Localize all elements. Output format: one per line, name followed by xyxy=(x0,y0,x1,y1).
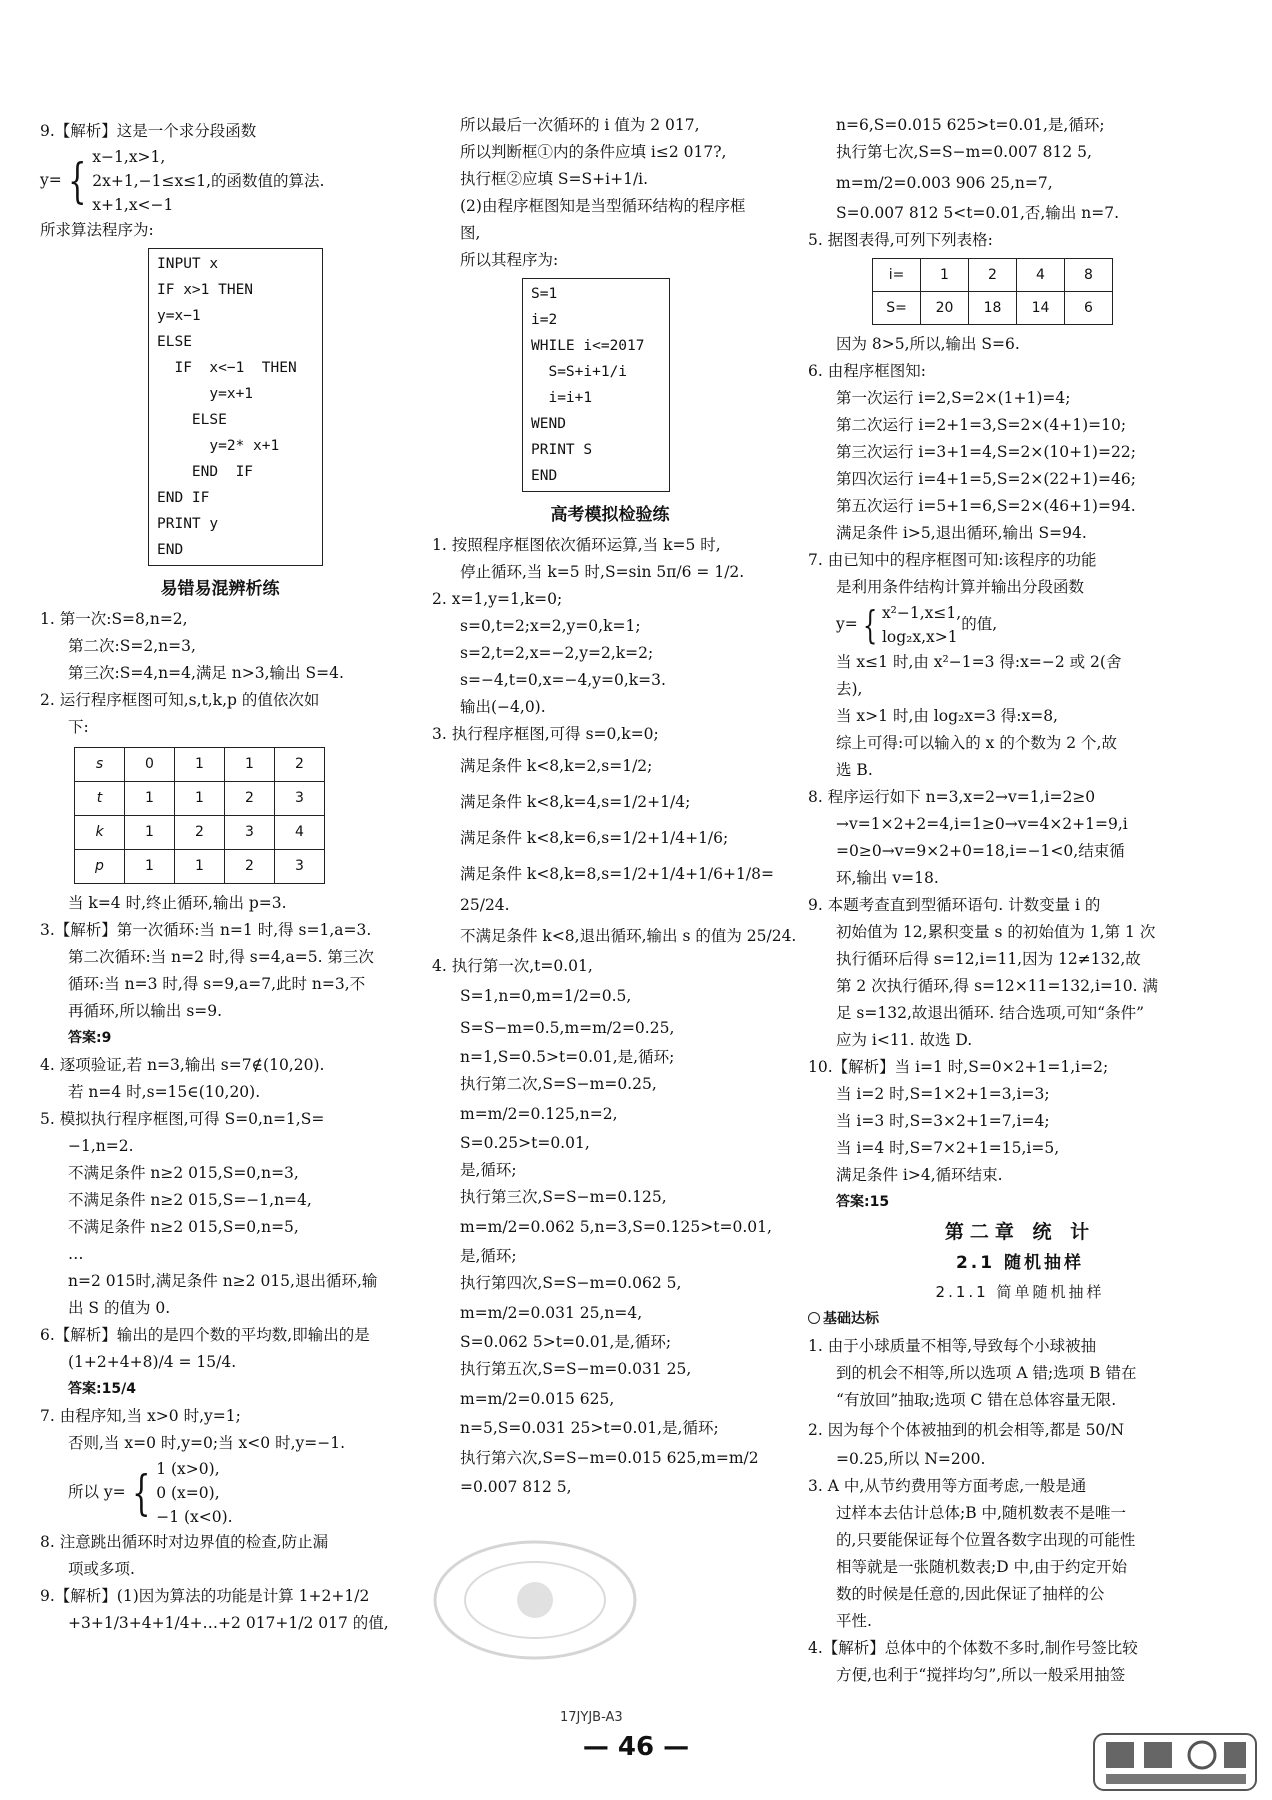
text-line: 去), xyxy=(836,680,863,698)
text-line: m=m/2=0.015 625, xyxy=(460,1390,615,1408)
table-cell: k xyxy=(75,816,125,850)
table-cell: 4 xyxy=(1017,259,1065,292)
code-line: WEND xyxy=(531,416,566,432)
code-line: y=x−1 xyxy=(157,308,201,324)
column-left xyxy=(40,118,400,1637)
text-line: =0.007 812 5, xyxy=(460,1478,572,1496)
code-line: i=i+1 xyxy=(531,390,593,406)
text-line: 方便,也利于“搅拌均匀”,所以一般采用抽签 xyxy=(836,1666,1126,1684)
table-cell: 18 xyxy=(969,292,1017,325)
text-line: 执行第七次,S=S−m=0.007 812 5, xyxy=(836,143,1092,161)
subsection-title: 2.1.1 简单随机抽样 xyxy=(935,1283,1105,1301)
text-line: 过样本去估计总体;B 中,随机数表不是唯一 xyxy=(836,1504,1126,1522)
text-line: 出 S 的值为 0. xyxy=(68,1299,171,1317)
text-line: 当 x≤1 时,由 x²−1=3 得:x=−2 或 2(舍 xyxy=(836,653,1122,671)
brace-symbol: { xyxy=(862,603,878,647)
text-line: 2x+1,−1≤x≤1,的函数值的算法. xyxy=(92,172,325,190)
text-line: 25/24. xyxy=(460,896,510,914)
text-line: 所以最后一次循环的 i 值为 2 017, xyxy=(460,116,700,134)
text-line: n=5,S=0.031 25>t=0.01,是,循环; xyxy=(460,1419,719,1437)
text-line: … xyxy=(68,1245,84,1263)
text-line: 所以其程序为: xyxy=(460,251,559,269)
text-line: 初始值为 12,累积变量 s 的初始值为 1,第 1 次 xyxy=(836,923,1156,941)
text-line: 数的时候是任意的,因此保证了抽样的公 xyxy=(836,1585,1105,1603)
code-line: PRINT y xyxy=(157,516,219,532)
text-line: 满足条件 i>5,退出循环,输出 S=94. xyxy=(836,524,1087,542)
text-line: 第二次:S=2,n=3, xyxy=(68,637,196,655)
answer-line: 答案:15 xyxy=(836,1194,890,1210)
text-line: 到的机会不相等,所以选项 A 错;选项 B 错在 xyxy=(836,1364,1137,1382)
code-line: INPUT x xyxy=(157,256,219,272)
text-line: 4. 逐项验证,若 n=3,输出 s=7∉(10,20). xyxy=(40,1056,325,1074)
brace-symbol: { xyxy=(131,1465,151,1521)
text-line: y= xyxy=(40,171,62,189)
table-cell: 14 xyxy=(1017,292,1065,325)
text-line: 满足条件 k<8,k=8,s=1/2+1/4+1/6+1/8= xyxy=(460,865,774,883)
column-right xyxy=(808,112,1232,1689)
column-middle xyxy=(432,112,797,1501)
text-line: 7. 由程序知,当 x>0 时,y=1; xyxy=(40,1407,241,1425)
text-line: 是利用条件结构计算并输出分段函数 xyxy=(836,578,1085,596)
text-line: 执行第五次,S=S−m=0.031 25, xyxy=(460,1360,692,1378)
brace-symbol: { xyxy=(67,153,87,209)
print-code: 17JYJB-A3 xyxy=(560,1710,623,1725)
text-line: m=m/2=0.031 25,n=4, xyxy=(460,1304,643,1322)
table-cell: 1 xyxy=(225,748,275,782)
text-line: 0 (x=0), xyxy=(156,1484,220,1502)
text-line: 7. 由已知中的程序框图可知:该程序的功能 xyxy=(808,551,1097,569)
table-cell: 3 xyxy=(275,850,325,884)
table-cell: 2 xyxy=(225,850,275,884)
text-line: s=0,t=2;x=2,y=0,k=1; xyxy=(460,617,641,635)
text-line: +3+1/3+4+1/4+…+2 017+1/2 017 的值, xyxy=(68,1614,389,1632)
code-line: END xyxy=(157,542,184,558)
text-line: 3. A 中,从节约费用等方面考虑,一般是通 xyxy=(808,1477,1087,1495)
table-cell: 6 xyxy=(1065,292,1113,325)
text-line: 项或多项. xyxy=(68,1560,135,1578)
text-line: x²−1,x≤1, xyxy=(881,604,962,622)
text-line: 执行第二次,S=S−m=0.25, xyxy=(460,1075,657,1093)
table-cell: 2 xyxy=(225,782,275,816)
text-line: y= xyxy=(836,615,858,633)
text-line: 6. 由程序框图知: xyxy=(808,362,926,380)
text-line: 环,输出 v=18. xyxy=(836,869,939,887)
text-line: −1,n=2. xyxy=(68,1137,134,1155)
faint-stamp-image xyxy=(420,1530,650,1670)
text-line: 2. 运行程序框图可知,s,t,k,p 的值依次如 xyxy=(40,691,320,709)
table-row xyxy=(75,782,325,816)
watermark-logo xyxy=(1092,1730,1258,1794)
text-line: (2)由程序框图知是当型循环结构的程序框 xyxy=(460,197,746,215)
piecewise-function xyxy=(40,145,400,217)
text-line: 不满足条件 k<8,退出循环,输出 s 的值为 25/24. xyxy=(460,927,797,945)
text-line: S=S−m=0.5,m=m/2=0.25, xyxy=(460,1019,675,1037)
chapter-title: 第二章 统 计 xyxy=(944,1221,1096,1243)
text-line: 5. 据图表得,可列下列表格: xyxy=(808,231,993,249)
code-box xyxy=(148,248,323,566)
text-line: 4. 执行第一次,t=0.01, xyxy=(432,957,593,975)
text-line: 图, xyxy=(460,224,481,242)
text-line: S=0.007 812 5<t=0.01,否,输出 n=7. xyxy=(836,204,1120,222)
text-line: 选 B. xyxy=(836,761,873,779)
text-line: 9.【解析】(1)因为算法的功能是计算 1+2+1/2 xyxy=(40,1587,370,1605)
text-line: 当 i=4 时,S=7×2+1=15,i=5, xyxy=(836,1139,1060,1157)
text-line: 8. 程序运行如下 n=3,x=2→v=1,i=2≥0 xyxy=(808,788,1096,806)
text-line: 满足条件 k<8,k=2,s=1/2; xyxy=(460,757,653,775)
text-line: 满足条件 k<8,k=4,s=1/2+1/4; xyxy=(460,793,691,811)
text-line: x+1,x<−1 xyxy=(92,196,174,214)
text-line: 是,循环; xyxy=(460,1247,517,1265)
text-line: 所以判断框①内的条件应填 i≤2 017?, xyxy=(460,143,727,161)
page-number: — 46 — xyxy=(582,1732,690,1762)
text-line: 所以 y= xyxy=(68,1483,126,1501)
text-line: 8. 注意跳出循环时对边界值的检查,防止漏 xyxy=(40,1533,329,1551)
text-line: 第 2 次执行循环,得 s=12×11=132,i=10. 满 xyxy=(836,977,1158,995)
text-line: 再循环,所以输出 s=9. xyxy=(68,1002,223,1020)
table-cell: i= xyxy=(873,259,921,292)
section-title: 高考模拟检验练 xyxy=(550,505,670,525)
text-line: 4.【解析】总体中的个体数不多时,制作号签比较 xyxy=(808,1639,1138,1657)
code-line: IF x<−1 THEN xyxy=(157,360,297,376)
table-cell: 1 xyxy=(175,782,225,816)
text-line: 1 (x>0), xyxy=(156,1460,220,1478)
text-line: n=2 015时,满足条件 n≥2 015,退出循环,输 xyxy=(68,1272,378,1290)
text-line: 9. 本题考查直到型循环语句. 计数变量 i 的 xyxy=(808,896,1101,914)
table-cell: p xyxy=(75,850,125,884)
text-line: s=−4,t=0,x=−4,y=0,k=3. xyxy=(460,671,666,689)
value-table xyxy=(872,258,1113,325)
text-line: 5. 模拟执行程序框图,可得 S=0,n=1,S= xyxy=(40,1110,325,1128)
text-line: 2. 因为每个个体被抽到的机会相等,都是 50/N xyxy=(808,1421,1125,1439)
text-line: 10.【解析】当 i=1 时,S=0×2+1=1,i=2; xyxy=(808,1058,1109,1076)
value-table xyxy=(74,747,325,884)
text-line: 第四次运行 i=4+1=5,S=2×(22+1)=46; xyxy=(836,470,1136,488)
table-cell: 1 xyxy=(175,748,225,782)
text-line: 足 s=132,故退出循环. 结合选项,可知“条件” xyxy=(836,1004,1145,1022)
text-line: 相等就是一张随机数表;D 中,由于约定开始 xyxy=(836,1558,1128,1576)
code-line: IF x>1 THEN xyxy=(157,282,254,298)
table-cell: 1 xyxy=(175,850,225,884)
table-cell: 1 xyxy=(921,259,969,292)
table-row xyxy=(75,850,325,884)
answer-line: 答案:9 xyxy=(68,1030,112,1046)
text-line: 第三次运行 i=3+1=4,S=2×(10+1)=22; xyxy=(836,443,1136,461)
table-cell: 3 xyxy=(225,816,275,850)
code-line: S=S+i+1/i xyxy=(531,364,628,380)
table-cell: 1 xyxy=(125,816,175,850)
text-line: 否则,当 x=0 时,y=0;当 x<0 时,y=−1. xyxy=(68,1434,346,1452)
table-cell: 8 xyxy=(1065,259,1113,292)
text-line: 当 i=2 时,S=1×2+1=3,i=3; xyxy=(836,1085,1050,1103)
text-line: 满足条件 k<8,k=6,s=1/2+1/4+1/6; xyxy=(460,829,729,847)
text-line: 基础达标 xyxy=(823,1311,879,1327)
code-line: ELSE xyxy=(157,412,227,428)
basic-heading xyxy=(808,1306,1232,1333)
text-line: 不满足条件 n≥2 015,S=0,n=5, xyxy=(68,1218,299,1236)
section-title: 2.1 随机抽样 xyxy=(955,1253,1085,1273)
text-line: 第三次:S=4,n=4,满足 n>3,输出 S=4. xyxy=(68,664,344,682)
table-cell: 0 xyxy=(125,748,175,782)
text-line: S=0.062 5>t=0.01,是,循环; xyxy=(460,1333,672,1351)
code-line: PRINT S xyxy=(531,442,593,458)
text-line: 因为 8>5,所以,输出 S=6. xyxy=(836,335,1020,353)
table-row xyxy=(873,292,1113,325)
text-line: 若 n=4 时,s=15∈(10,20). xyxy=(68,1083,261,1101)
code-line: ELSE xyxy=(157,334,192,350)
text-line: m=m/2=0.062 5,n=3,S=0.125>t=0.01, xyxy=(460,1218,772,1236)
text-line: 下: xyxy=(68,718,89,736)
target-icon xyxy=(808,1312,820,1324)
table-cell: s xyxy=(75,748,125,782)
text-line: 的,只要能保证每个位置各数字出现的可能性 xyxy=(836,1531,1136,1549)
text-line: 满足条件 i>4,循环结束. xyxy=(836,1166,1003,1184)
text-line: 执行第四次,S=S−m=0.062 5, xyxy=(460,1274,682,1292)
text-line: 输出(−4,0). xyxy=(460,698,546,716)
text-line: 所求算法程序为: xyxy=(40,221,154,239)
text-line: 应为 i<11. 故选 D. xyxy=(836,1031,973,1049)
text-line: 循环:当 n=3 时,得 s=9,a=7,此时 n=3,不 xyxy=(68,975,366,993)
code-line: S=1 xyxy=(531,286,558,302)
text-line: 第五次运行 i=5+1=6,S=2×(46+1)=94. xyxy=(836,497,1136,515)
text-line: 3. 执行程序框图,可得 s=0,k=0; xyxy=(432,725,659,743)
table-cell: 1 xyxy=(125,782,175,816)
table-cell: 2 xyxy=(175,816,225,850)
code-line: y=x+1 xyxy=(157,386,254,402)
piecewise-function xyxy=(808,601,1232,649)
section-title: 易错易混辨析练 xyxy=(160,579,280,599)
text-line: 当 i=3 时,S=3×2+1=7,i=4; xyxy=(836,1112,1050,1130)
text-line: m=m/2=0.003 906 25,n=7, xyxy=(836,174,1053,192)
text-line: 平性. xyxy=(836,1612,872,1630)
text-line: 第二次运行 i=2+1=3,S=2×(4+1)=10; xyxy=(836,416,1127,434)
table-row xyxy=(75,816,325,850)
code-line: WHILE i<=2017 xyxy=(531,338,645,354)
text-line: =0≥0→v=9×2+0=18,i=−1<0,结束循 xyxy=(836,842,1125,860)
code-box xyxy=(522,278,670,492)
text-line: −1 (x<0). xyxy=(156,1508,233,1526)
text-line: 2. x=1,y=1,k=0; xyxy=(432,590,563,608)
code-line: END xyxy=(531,468,558,484)
table-cell: 20 xyxy=(921,292,969,325)
code-line: END IF xyxy=(157,490,210,506)
text-line: 6.【解析】输出的是四个数的平均数,即输出的是 xyxy=(40,1326,370,1344)
answer-line: 答案:15/4 xyxy=(68,1381,136,1397)
text-line: 9.【解析】这是一个求分段函数 xyxy=(40,122,257,140)
text-line: →v=1×2+2=4,i=1≥0→v=4×2+1=9,i xyxy=(836,815,1128,833)
text-line: m=m/2=0.125,n=2, xyxy=(460,1105,618,1123)
text-line: n=1,S=0.5>t=0.01,是,循环; xyxy=(460,1048,675,1066)
text-line: 执行第三次,S=S−m=0.125, xyxy=(460,1188,667,1206)
code-line: i=2 xyxy=(531,312,558,328)
table-cell: t xyxy=(75,782,125,816)
table-cell: S= xyxy=(873,292,921,325)
text-line: 综上可得:可以输入的 x 的个数为 2 个,故 xyxy=(836,734,1117,752)
text-line: (1+2+4+8)/4 = 15/4. xyxy=(68,1353,237,1371)
text-line: 1. 按照程序框图依次循环运算,当 k=5 时, xyxy=(432,536,721,554)
text-line: 是,循环; xyxy=(460,1161,517,1179)
text-line: 1. 由于小球质量不相等,导致每个小球被抽 xyxy=(808,1337,1097,1355)
code-line: y=2* x+1 xyxy=(157,438,280,454)
table-cell: 4 xyxy=(275,816,325,850)
text-line: 第一次运行 i=2,S=2×(1+1)=4; xyxy=(836,389,1071,407)
table-cell: 1 xyxy=(125,850,175,884)
text-line: 3.【解析】第一次循环:当 n=1 时,得 s=1,a=3. xyxy=(40,921,372,939)
text-line: 当 k=4 时,终止循环,输出 p=3. xyxy=(68,894,287,912)
table-cell: 2 xyxy=(969,259,1017,292)
text-line: 1. 第一次:S=8,n=2, xyxy=(40,610,188,628)
text-line: 不满足条件 n≥2 015,S=−1,n=4, xyxy=(68,1191,312,1209)
text-line: =0.25,所以 N=200. xyxy=(836,1450,986,1468)
text-line: 执行第六次,S=S−m=0.015 625,m=m/2 xyxy=(460,1449,759,1467)
text-line: x−1,x>1, xyxy=(92,148,166,166)
text-line: 第二次循环:当 n=2 时,得 s=4,a=5. 第三次 xyxy=(68,948,374,966)
text-line: 不满足条件 n≥2 015,S=0,n=3, xyxy=(68,1164,299,1182)
text-line: 执行框②应填 S=S+i+1/i. xyxy=(460,170,649,188)
text-line: 执行循环后得 s=12,i=11,因为 12≠132,故 xyxy=(836,950,1141,968)
text-line: n=6,S=0.015 625>t=0.01,是,循环; xyxy=(836,116,1105,134)
table-row xyxy=(75,748,325,782)
table-cell: 3 xyxy=(275,782,325,816)
text-line: “有放回”抽取;选项 C 错在总体容量无限. xyxy=(836,1391,1117,1409)
text-line: s=2,t=2,x=−2,y=2,k=2; xyxy=(460,644,654,662)
text-line: 停止循环,当 k=5 时,S=sin 5π/6 = 1/2. xyxy=(460,563,745,581)
table-row xyxy=(873,259,1113,292)
piecewise-function xyxy=(40,1457,400,1529)
text-line: log₂x,x>1 xyxy=(881,628,958,646)
text-line: S=1,n=0,m=1/2=0.5, xyxy=(460,987,632,1005)
text-line: 当 x>1 时,由 log₂x=3 得:x=8, xyxy=(836,707,1058,725)
text-line: 的值, xyxy=(961,615,998,633)
table-cell: 2 xyxy=(275,748,325,782)
code-line: END IF xyxy=(157,464,254,480)
text-line: S=0.25>t=0.01, xyxy=(460,1134,590,1152)
